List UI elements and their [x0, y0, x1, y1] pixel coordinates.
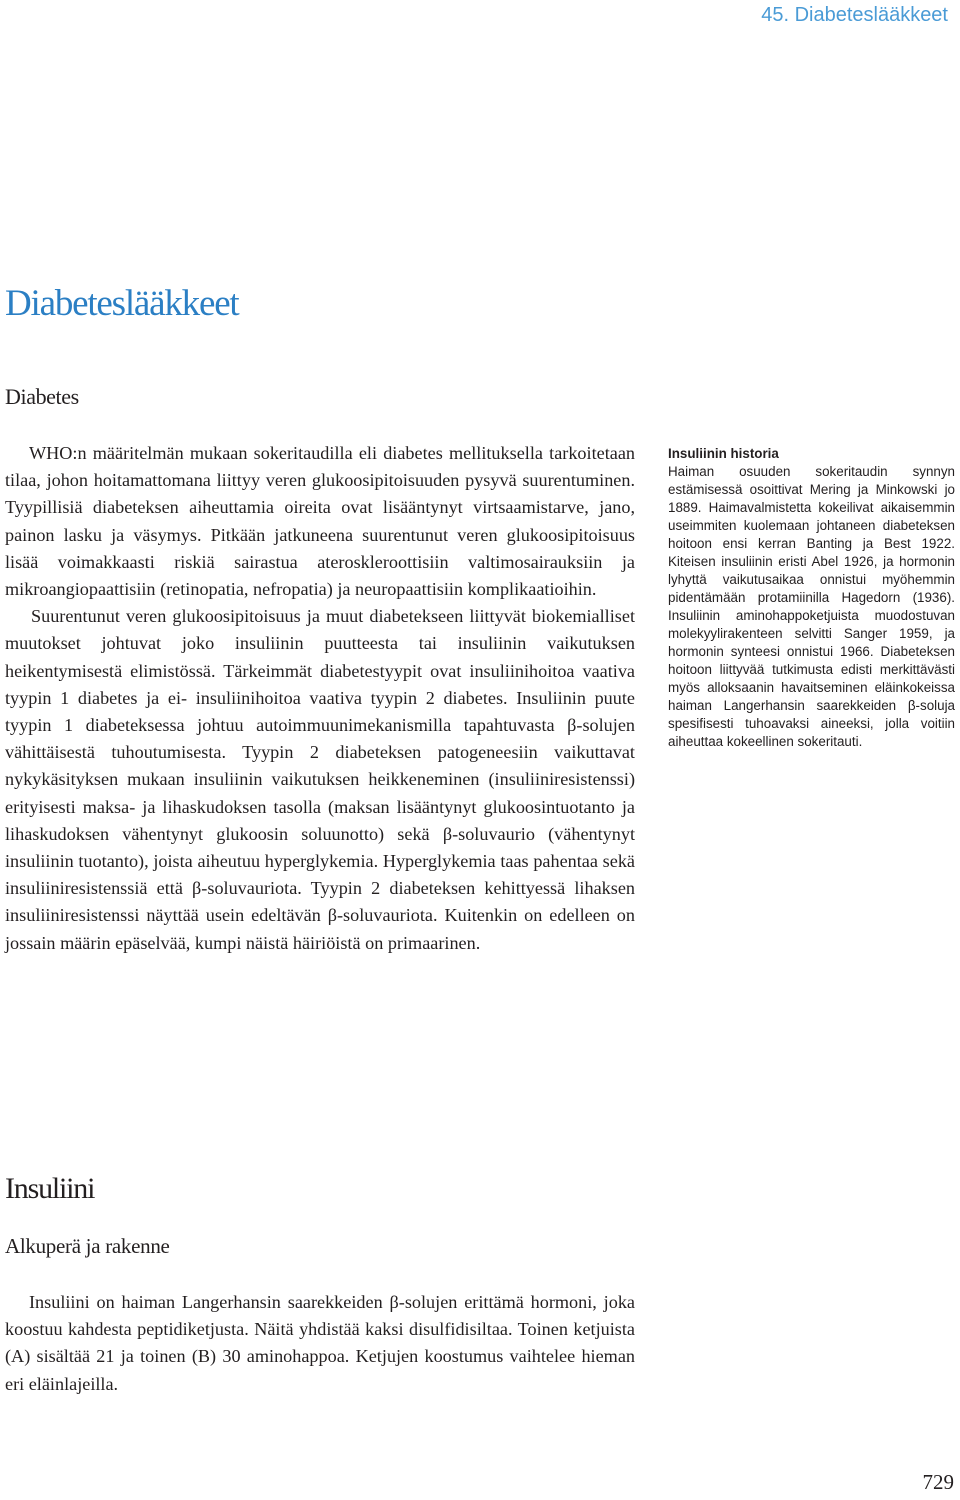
subsection-title-origin: Alkuperä ja rakenne	[5, 1234, 170, 1258]
diabetes-body	[5, 440, 635, 957]
insulin-paragraph: Insuliini on haiman Langerhansin saarekkeiden β-solujen erittämä hormoni, joka koostuu kahdesta peptidiketjusta. Näitä yhdistää kaksi disulfidisiltaa. Toinen ketjuista (A) sisältää 21 ja toinen (B) 30 aminohappoa. Ketjujen koostumus vaihtelee hieman eri eläinlajeilla.	[5, 1292, 635, 1394]
insulin-body	[5, 1289, 635, 1398]
section-title-diabetes: Diabetes	[5, 384, 79, 409]
history-sidebar	[668, 445, 955, 751]
diabetes-paragraph-1: WHO:n määritelmän mukaan sokeritaudilla eli diabetes mellituksella tarkoitetaan tilaa, johon hoitamattomana liittyy veren glukoosipitoisuuden pysyvä suurentuminen. Tyypillisiä diabeteksen aiheuttamia oireita ovat lisääntynyt virtsaamistarve, jano, painon lasku ja väsymys. Pitkään jatkuneena suurentunut veren glukoosipitoisuus lisää voimakkaasti riskiä sairastua ateroskleroottisiin valtimosairauksiin ja mikroangiopaattisiin (retinopatia, nefropatia) ja neuropaattisiin komplikaatioihin.	[5, 443, 635, 600]
diabetes-paragraph-2: Suurentunut veren glukoosipitoisuus ja muut diabetekseen liittyvät biokemialliset muutokset johtuvat joko insuliinin puutteesta tai insuliinin vaikutuksen heikentymisestä elimistössä. Tärkeimmät diabetestyypit ovat insuliinihoitoa vaativa tyypin 1 diabetes ja ei- insuliinihoitoa vaativa tyypin 2 diabetes. Insuliinin puute tyypin 1 diabeteksessa johtuu autoimmuunimekanismilla tapahtuvasta β-solujen vähittäisestä tuhoutumisesta. Tyypin 2 diabeteksen patogeneesiin vaikuttavat nykykäsityksen mukaan insuliinin vaikutuksen heikkeneminen (insuliiniresistenssi) erityisesti maksa- ja lihaskudoksen tasolla (maksan lisääntynyt glukoosintuotanto ja lihaskudoksen vähentynyt glukoosin soluunotto) sekä β-soluvaurio (vähentynyt insuliinin tuotanto), joista aiheutuu hyperglykemia. Hyperglykemia taas pahentaa sekä insuliiniresistenssiä että β-soluvauriota. Tyypin 2 diabeteksen kehittyessä lihaksen insuliiniresistenssi näyttää usein edeltävän β-soluvauriota. Kuitenkin on edelleen on jossain määrin epäselvää, kumpi näistä häiriöistä on primaarinen.	[5, 606, 635, 953]
section-title-insulin: Insuliini	[5, 1172, 95, 1205]
sidebar-title: Insuliinin historia	[668, 446, 779, 461]
chapter-title: Diabeteslääkkeet	[5, 283, 239, 324]
sidebar-text: Haiman osuuden sokeritaudin synnyn estämisessä osoittivat Mering ja Minkowski jo 1889. Haimavalmistetta kokeilivat aikaisemmin useimmiten kuolemaan johtaneen diabeteksen hoitoon ensi kerran Banting ja Best 1922. Kiteisen insuliinin eristi Abel 1926, ja hormonin lyhyttä vaikutusaikaa onnistui myöhemmin pidentämään protamiinilla Hagedorn (1936). Insuliinin aminohappoketjuista muodostuvan molekyylirakenteen selvitti Sanger 1959, ja hormonin synteesi onnistui 1966. Diabeteksen hoitoon liittyvää tutkimusta edisti merkittävästi myös alloksaanin havaitseminen eläinkokeissa haiman Langerhansin saarekkeiden β-soluja spesifisesti tuhoavaksi aineeksi, jolla voitiin aiheuttaa kokeellinen sokeritauti.	[668, 464, 955, 749]
page-number: 729	[922, 1470, 954, 1494]
running-header: 45. Diabeteslääkkeet	[761, 4, 948, 26]
